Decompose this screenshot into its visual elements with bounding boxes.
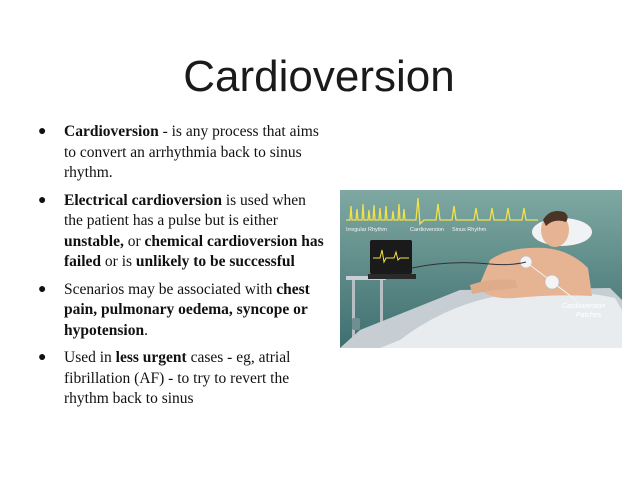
monitor-base: [368, 274, 416, 279]
bullet-plain-text: cases - eg, atrial fibrillation (AF) - to try to revert the rhythm back to sinus: [64, 349, 291, 407]
label-sinus-rhythm: Sinus Rhythm: [452, 227, 487, 233]
monitor-screen: [370, 240, 412, 274]
bullet-dot-icon: ●: [38, 124, 47, 139]
bullet-bold-text: chemical cardioversion has failed: [64, 232, 324, 270]
bullet-plain-text: is used when the patient has a pulse but is either: [64, 191, 306, 229]
bullet-bold-text: chest pain, pulmonary oedema, syncope or hypotension: [64, 280, 310, 339]
label-cardioversion-rhythm: Cardioversion: [410, 227, 444, 233]
bullet-plain-text: Scenarios may be associated with: [64, 280, 277, 298]
crest-icon: [352, 318, 360, 330]
bullet-text: [64, 349, 290, 407]
trolley-leg: [352, 280, 355, 340]
cardioversion-illustration: [340, 190, 622, 348]
bullet-item: [38, 348, 328, 410]
bullet-plain-text: .: [144, 321, 148, 339]
illustration-svg: [340, 190, 622, 348]
bullet-bold-text: less urgent: [115, 349, 187, 366]
label-irregular-rhythm: Irregular Rhythm: [346, 227, 387, 233]
bullet-text: [64, 123, 319, 181]
bullet-dot-icon: ●: [38, 192, 47, 208]
bullet-dot-icon: ●: [38, 281, 47, 297]
bullet-plain-text: or: [123, 232, 145, 250]
bullet-item: [38, 191, 328, 273]
bullet-bold-text: Electrical cardioversion: [64, 191, 222, 209]
slide-title: Cardioversion: [183, 52, 455, 101]
bullet-text: [64, 192, 324, 271]
bullet-text: [64, 281, 310, 339]
bullet-item: [38, 280, 328, 342]
bullet-item: [38, 122, 328, 184]
bullet-bold-text: unstable,: [64, 232, 124, 250]
bullet-list: [38, 122, 328, 417]
label-patches-line2: Patches: [576, 312, 602, 319]
bullet-bold-text: Cardioversion: [64, 123, 159, 140]
label-patches-line1: Cardioversion: [562, 303, 606, 310]
bullet-bold-text: unlikely to be successful: [135, 253, 295, 270]
bullet-plain-text: or is: [101, 253, 136, 270]
bullet-dot-icon: ●: [38, 350, 47, 365]
bullet-plain-text: - is any process that aims to convert an arrhythmia back to sinus rhythm.: [64, 123, 319, 181]
bullet-plain-text: Used in: [64, 349, 116, 366]
